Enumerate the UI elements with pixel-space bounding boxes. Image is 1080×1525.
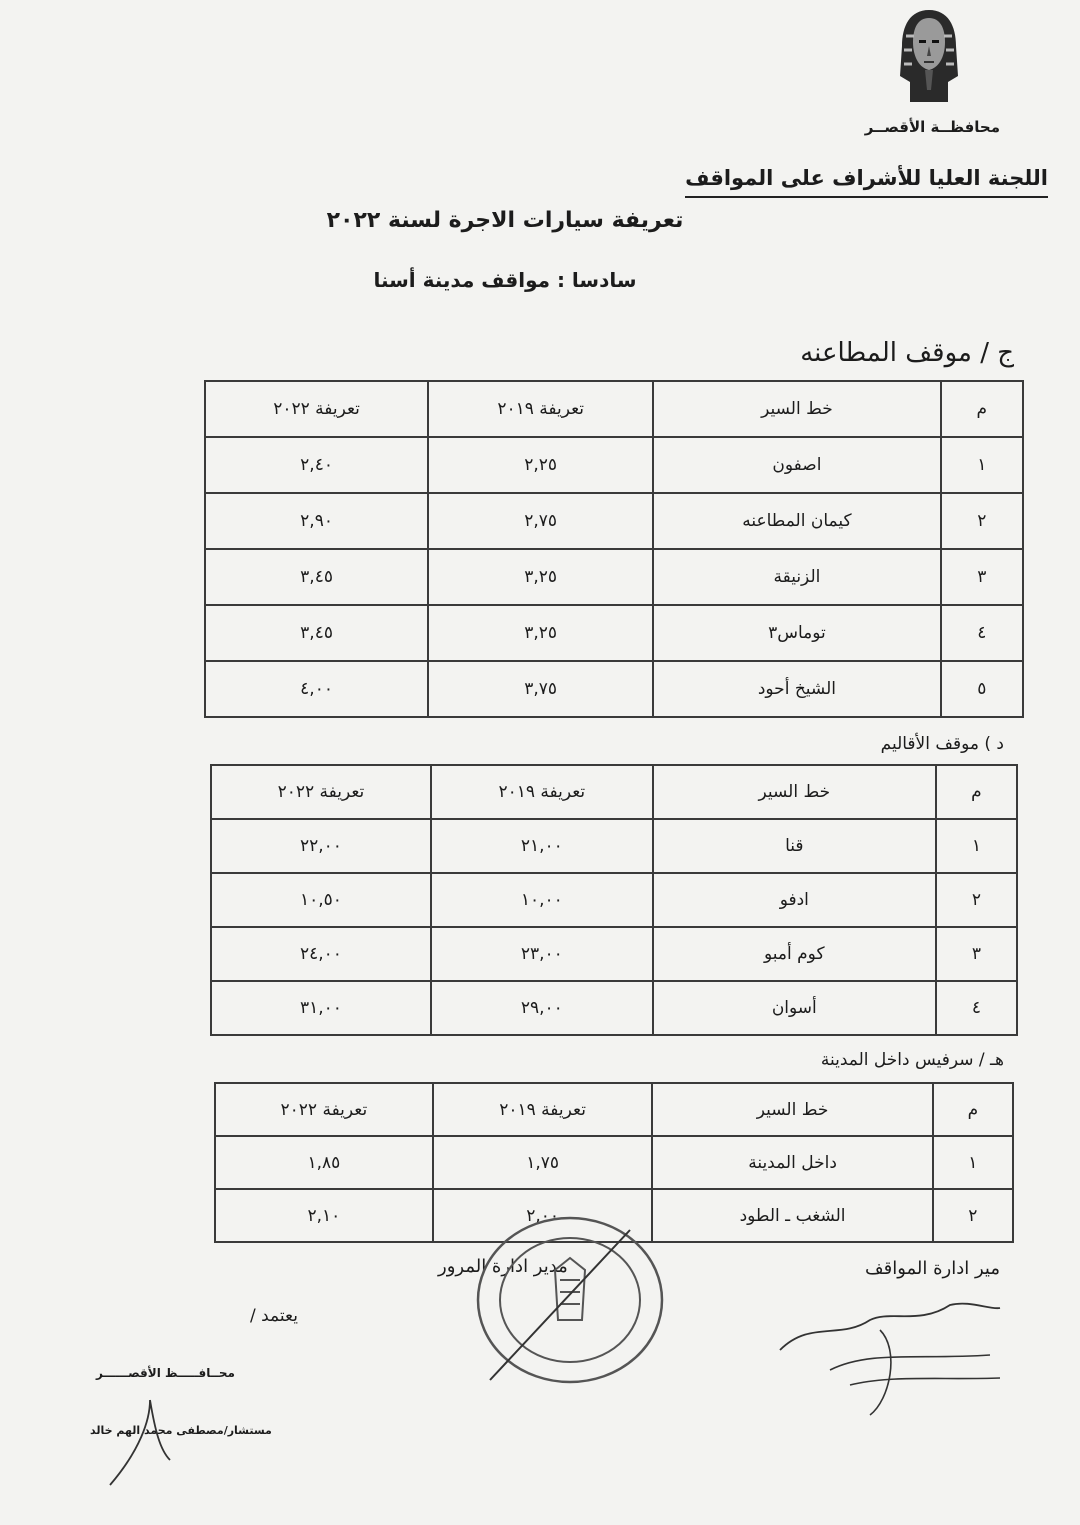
- row-fare-2019: ٣,٢٥: [428, 605, 653, 661]
- row-route: الشيخ أحود: [653, 661, 940, 717]
- row-fare-2022: ٢٢,٠٠: [211, 819, 431, 873]
- approval-label: يعتمد /: [250, 1306, 298, 1326]
- row-route: داخل المدينة: [652, 1136, 932, 1189]
- governorate-label: محافظــة الأقصــر: [864, 118, 1000, 136]
- table-row: [205, 493, 1023, 549]
- committee-heading: اللجنة العليا للأشراف على المواقف: [685, 166, 1048, 198]
- column-header-2019: تعريفة ٢٠١٩: [431, 765, 653, 819]
- column-header-num: م: [936, 765, 1017, 819]
- row-fare-2019: ٣,٢٥: [428, 549, 653, 605]
- traffic-manager-label: مدير ادارة المرور: [438, 1256, 568, 1277]
- row-num: ١: [933, 1136, 1013, 1189]
- column-header-num: م: [933, 1083, 1013, 1136]
- row-route: الزنيقة: [653, 549, 940, 605]
- governor-label: محــافـــــظ الأقصــــــر: [96, 1366, 235, 1380]
- row-fare-2019: ٢,٢٥: [428, 437, 653, 493]
- row-fare-2019: ٢,٧٥: [428, 493, 653, 549]
- table-header-row: [215, 1083, 1013, 1136]
- row-fare-2019: ٢٩,٠٠: [431, 981, 653, 1035]
- pharaoh-mask-icon: [896, 6, 962, 110]
- fare-table-regions: [210, 764, 1018, 1036]
- section-d-heading: د ) موقف الأقاليم: [880, 734, 1004, 754]
- column-header-2022: تعريفة ٢٠٢٢: [215, 1083, 433, 1136]
- table-row: [205, 437, 1023, 493]
- row-fare-2022: ١,٨٥: [215, 1136, 433, 1189]
- row-fare-2022: ٢,١٠: [215, 1189, 433, 1242]
- page-title: تعريفة سيارات الاجرة لسنة ٢٠٢٢: [326, 208, 684, 233]
- fare-table-mataana: [204, 380, 1024, 718]
- column-header-route: خط السير: [653, 765, 936, 819]
- column-header-num: م: [941, 381, 1023, 437]
- table-row: [205, 605, 1023, 661]
- row-num: ١: [941, 437, 1023, 493]
- signature-right-icon: [770, 1290, 1010, 1420]
- column-header-2019: تعريفة ٢٠١٩: [428, 381, 653, 437]
- row-fare-2019: ٢٣,٠٠: [431, 927, 653, 981]
- row-route: اصفون: [653, 437, 940, 493]
- row-num: ٣: [936, 927, 1017, 981]
- row-num: ٤: [941, 605, 1023, 661]
- row-fare-2022: ٣,٤٥: [205, 605, 428, 661]
- row-route: كوم أمبو: [653, 927, 936, 981]
- table-row: [211, 873, 1017, 927]
- row-fare-2019: ٣,٧٥: [428, 661, 653, 717]
- row-num: ٢: [933, 1189, 1013, 1242]
- table-row: [211, 981, 1017, 1035]
- row-fare-2022: ٢,٤٠: [205, 437, 428, 493]
- row-fare-2022: ٢,٩٠: [205, 493, 428, 549]
- column-header-route: خط السير: [652, 1083, 932, 1136]
- official-seal-icon: [470, 1210, 670, 1390]
- table-header-row: [205, 381, 1023, 437]
- table-header-row: [211, 765, 1017, 819]
- section-c-heading: ج / موقف المطاعنه: [800, 338, 1014, 368]
- row-fare-2019: ١,٧٥: [433, 1136, 653, 1189]
- row-route: كيمان المطاعنه: [653, 493, 940, 549]
- column-header-2022: تعريفة ٢٠٢٢: [205, 381, 428, 437]
- row-num: ٥: [941, 661, 1023, 717]
- row-route: ادفو: [653, 873, 936, 927]
- row-route: الشغب ـ الطود: [652, 1189, 932, 1242]
- row-num: ٤: [936, 981, 1017, 1035]
- column-header-2022: تعريفة ٢٠٢٢: [211, 765, 431, 819]
- row-fare-2019: ٢١,٠٠: [431, 819, 653, 873]
- row-fare-2019: ١٠,٠٠: [431, 873, 653, 927]
- column-header-route: خط السير: [653, 381, 940, 437]
- row-fare-2022: ٢٤,٠٠: [211, 927, 431, 981]
- table-row: [205, 661, 1023, 717]
- table-row: [205, 549, 1023, 605]
- table-row: [215, 1136, 1013, 1189]
- row-num: ٢: [936, 873, 1017, 927]
- parking-manager-label: مير ادارة المواقف: [864, 1258, 1000, 1279]
- table-row: [211, 819, 1017, 873]
- row-fare-2022: ٤,٠٠: [205, 661, 428, 717]
- row-fare-2019: ٢,٠٠: [433, 1189, 653, 1242]
- page-subtitle: سادسا : مواقف مدينة أسنا: [373, 268, 637, 292]
- section-e-heading: هـ / سرفيس داخل المدينة: [820, 1050, 1004, 1070]
- row-num: ٢: [941, 493, 1023, 549]
- row-route: قنا: [653, 819, 936, 873]
- row-num: ١: [936, 819, 1017, 873]
- signature-left-icon: [90, 1380, 270, 1490]
- row-route: توماس٣: [653, 605, 940, 661]
- row-fare-2022: ٣,٤٥: [205, 549, 428, 605]
- row-fare-2022: ١٠,٥٠: [211, 873, 431, 927]
- row-fare-2022: ٣١,٠٠: [211, 981, 431, 1035]
- column-header-2019: تعريفة ٢٠١٩: [433, 1083, 653, 1136]
- table-row: [211, 927, 1017, 981]
- advisor-label: مستشار/مصطفى محمد الهم خالد: [90, 1424, 272, 1437]
- row-num: ٣: [941, 549, 1023, 605]
- row-route: أسوان: [653, 981, 936, 1035]
